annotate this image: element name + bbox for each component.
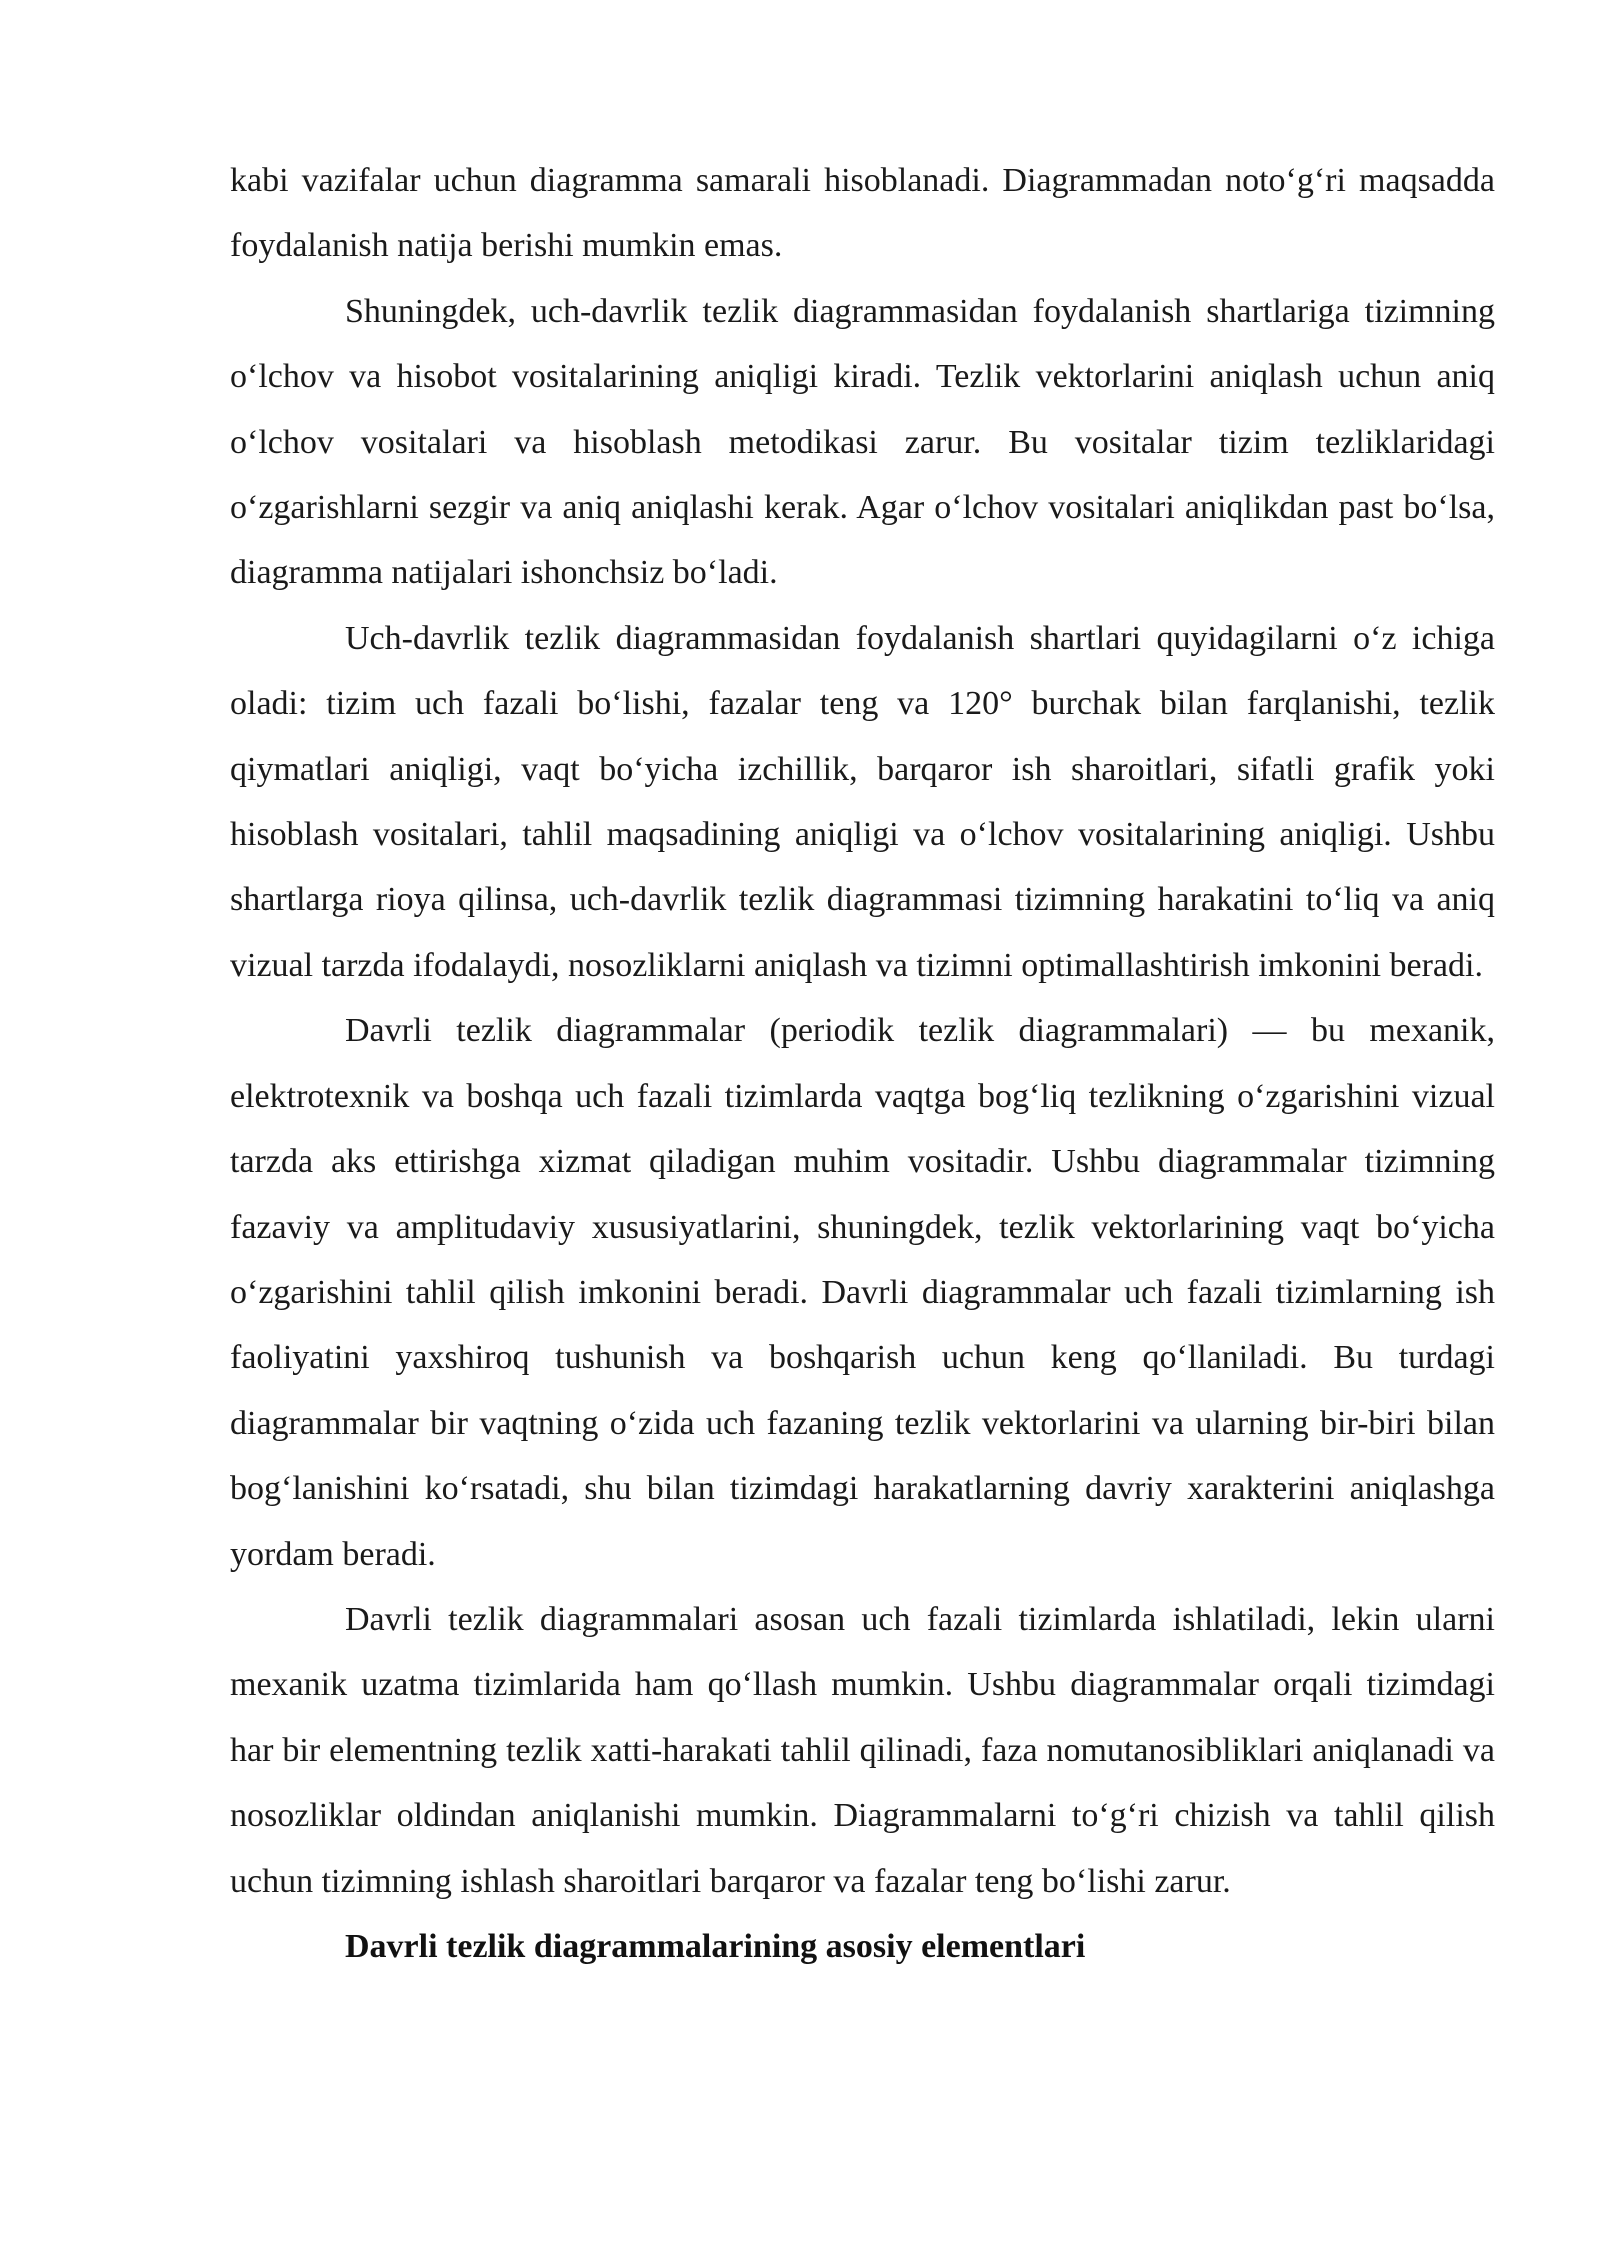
section-heading: Davrli tezlik diagrammalarining asosiy elementlari [345,1927,1086,1965]
paragraph-periodic-diagrams: Davrli tezlik diagrammalar (periodik tezlik diagrammalari) — bu mexanik, elektrotexnik va boshqa uch fazali tizimlarda vaqtga bog‘liq tezlikning o‘zgarishini vizual tarzda aks ettirishga xizmat qiladigan muhim vositadir. Ushbu diagrammalar tizimning fazaviy va amplitudaviy xususiyatlarini, shuningdek, tezlik vektorlarining vaqt bo‘yicha o‘zgarishini tahlil qilish imkonini beradi. Davrli diagrammalar uch fazali tizimlarning ish faoliyatini yaxshiroq tushunish va boshqarish uchun keng qo‘llaniladi. Bu turdagi diagrammalar bir vaqtning o‘zida uch fazaning tezlik vektorlarini va ularning bir-biri bilan bog‘lanishini ko‘rsatadi, shu bilan tizimdagi harakatlarning davriy xarakterini aniqlashga yordam beradi. [230,1012,1495,1573]
paragraph-continuation: kabi vazifalar uchun diagramma samarali hisoblanadi. Diagrammadan noto‘g‘ri maqsadda foydalanish natija berishi mumkin emas. [230,162,1495,265]
document-page [230,148,1495,1979]
paragraph-measurement-tools: Shuningdek, uch-davrlik tezlik diagrammasidan foydalanish shartlariga tizimning o‘lchov va hisobot vositalarining aniqligi kiradi. Tezlik vektorlarini aniqlash uchun aniq o‘lchov vositalari va hisoblash metodikasi zarur. Bu vositalar tizim tezliklaridagi o‘zgarishlarni sezgir va aniq aniqlashi kerak. Agar o‘lchov vositalari aniqlikdan past bo‘lsa, diagramma natijalari ishonchsiz bo‘ladi. [230,292,1495,592]
paragraph-three-phase-systems: Davrli tezlik diagrammalari asosan uch fazali tizimlarda ishlatiladi, lekin ularni mexanik uzatma tizimlarida ham qo‘llash mumkin. Ushbu diagrammalar orqali tizimdagi har bir elementning tezlik xatti-harakati tahlil qilinadi, faza nomutanosibliklari aniqlanadi va nosozliklar oldindan aniqlanishi mumkin. Diagrammalarni to‘g‘ri chizish va tahlil qilish uchun tizimning ishlash sharoitlari barqaror va fazalar teng bo‘lishi zarur. [230,1600,1495,1900]
paragraph-usage-conditions: Uch-davrlik tezlik diagrammasidan foydalanish shartlari quyidagilarni o‘z ichiga oladi: tizim uch fazali bo‘lishi, fazalar teng va 120° burchak bilan farqlanishi, tezlik qiymatlari aniqligi, vaqt bo‘yicha izchillik, barqaror ish sharoitlari, sifatli grafik yoki hisoblash vositalari, tahlil maqsadining aniqligi va o‘lchov vositalarining aniqligi. Ushbu shartlarga rioya qilinsa, uch-davrlik tezlik diagrammasi tizimning harakatini to‘liq va aniq vizual tarzda ifodalaydi, nosozliklarni aniqlash va tizimni optimallashtirish imkonini beradi. [230,619,1495,984]
